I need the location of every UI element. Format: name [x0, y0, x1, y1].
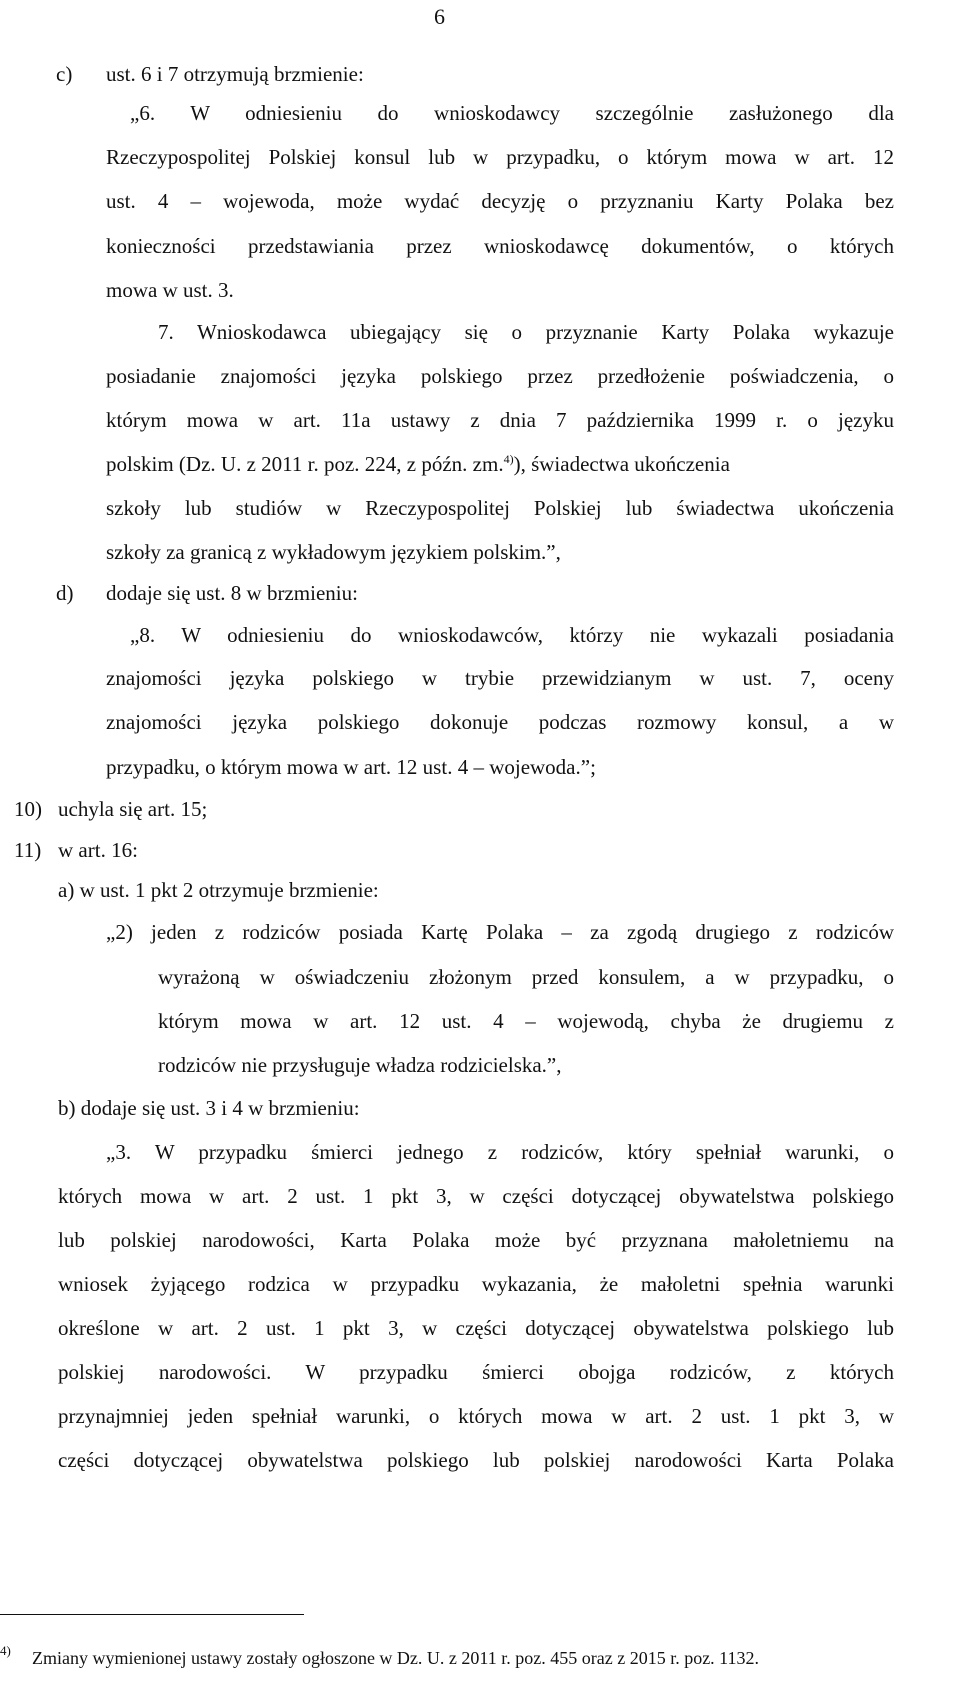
text-line: ust. 4 – wojewoda, może wydać decyzję o przyznaniu Karty Polaka bez [106, 189, 894, 213]
text-line: b) dodaje się ust. 3 i 4 w brzmieniu: [58, 1096, 360, 1120]
text-line: przynajmniej jeden spełniał warunki, o których mowa w art. 2 ust. 1 pkt 3, w [58, 1404, 894, 1428]
text-line-part [106, 450, 730, 478]
footnote-text: Zmiany wymienionej ustawy zostały ogłoszone w Dz. U. z 2011 r. poz. 455 oraz z 2015 r. poz. 1132. [32, 1648, 760, 1668]
text-line: części dotyczącej obywatelstwa polskiego lub polskiej narodowości Karta Polaka [58, 1448, 894, 1472]
text-line: szkoły lub studiów w Rzeczypospolitej Polskiej lub świadectwa ukończenia [106, 496, 894, 520]
text-line: „2) jeden z rodziców posiada Kartę Polaka – za zgodą drugiego z rodziców [106, 920, 894, 944]
text-segment: polskim (Dz. U. z 2011 r. poz. 224, z późn. zm. [106, 452, 504, 476]
list-label: d) [56, 581, 74, 605]
text-line [106, 450, 894, 478]
page-number: 6 [434, 4, 445, 29]
text-line: szkoły za granicą z wykładowym językiem polskim.”, [106, 540, 561, 564]
list-label: 10) [14, 797, 42, 821]
footnote-reference: 4) [503, 452, 514, 466]
text-line: „3. W przypadku śmierci jednego z rodziców, który spełniał warunki, o [106, 1140, 894, 1164]
text-line: posiadanie znajomości języka polskiego przez przedłożenie poświadczenia, o [106, 364, 894, 388]
text-line: „8. W odniesieniu do wnioskodawców, którzy nie wykazali posiadania [130, 623, 894, 647]
text-line: lub polskiej narodowości, Karta Polaka może być przyznana małoletniemu na [58, 1228, 894, 1252]
text-line: mowa w ust. 3. [106, 278, 234, 302]
text-line: wyrażoną w oświadczeniu złożonym przed konsulem, a w przypadku, o [158, 965, 894, 989]
text-line: Rzeczypospolitej Polskiej konsul lub w przypadku, o którym mowa w art. 12 [106, 145, 894, 169]
text-line: którym mowa w art. 11a ustawy z dnia 7 października 1999 r. o języku [106, 408, 894, 432]
text-line: „6. W odniesieniu do wnioskodawcy szczególnie zasłużonego dla [130, 101, 894, 125]
text-line: 7. Wnioskodawca ubiegający się o przyznanie Karty Polaka wykazuje [158, 320, 894, 344]
text-line: uchyla się art. 15; [58, 797, 208, 821]
text-segment: ), świadectwa ukończenia [513, 452, 730, 476]
text-line: znajomości języka polskiego w trybie przewidzianym w ust. 7, oceny [106, 666, 894, 690]
text-line: określone w art. 2 ust. 1 pkt 3, w części dotyczącej obywatelstwa polskiego lub [58, 1316, 894, 1340]
list-label: 11) [14, 838, 42, 862]
text-line: znajomości języka polskiego dokonuje podczas rozmowy konsul, a w [106, 710, 894, 734]
list-label: c) [56, 62, 73, 86]
text-line: polskiej narodowości. W przypadku śmierci obojga rodziców, z których [58, 1360, 894, 1384]
text-line: których mowa w art. 2 ust. 1 pkt 3, w części dotyczącej obywatelstwa polskiego [58, 1184, 894, 1208]
text-line: a) w ust. 1 pkt 2 otrzymuje brzmienie: [58, 878, 379, 902]
text-line: w art. 16: [58, 838, 138, 862]
footnote-separator [0, 1614, 304, 1615]
text-line: przypadku, o którym mowa w art. 12 ust. 4 – wojewoda.”; [106, 755, 596, 779]
text-line: rodziców nie przysługuje władza rodzicielska.”, [158, 1053, 562, 1077]
footnote-mark: 4) [0, 1643, 11, 1658]
text-line: ust. 6 i 7 otrzymują brzmienie: [106, 62, 364, 86]
text-line: wniosek żyjącego rodzica w przypadku wykazania, że małoletni spełnia warunki [58, 1272, 894, 1296]
text-line: konieczności przedstawiania przez wnioskodawcę dokumentów, o których [106, 234, 894, 258]
text-line: dodaje się ust. 8 w brzmieniu: [106, 581, 358, 605]
text-line: którym mowa w art. 12 ust. 4 – wojewodą, chyba że drugiemu z [158, 1009, 894, 1033]
